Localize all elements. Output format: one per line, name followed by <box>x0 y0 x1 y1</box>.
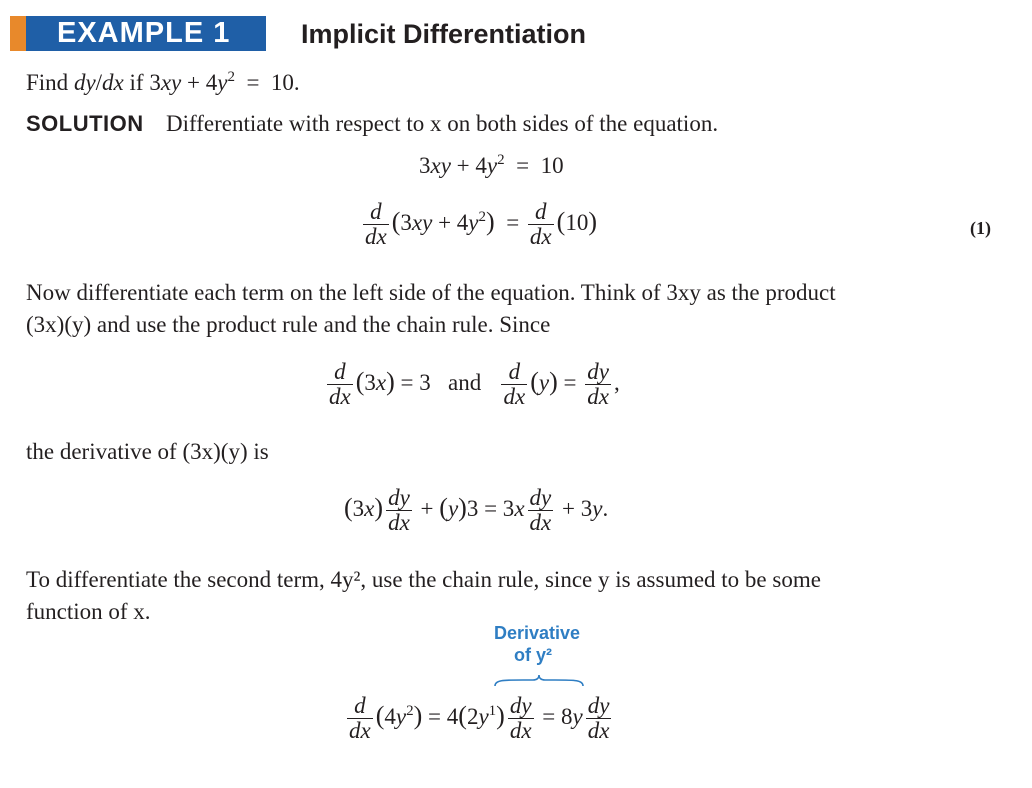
solution-text: Differentiate with respect to x on both sides of the equation. <box>166 111 719 136</box>
header-accent-bar <box>10 16 26 51</box>
annotation-derivative-line2: of y² <box>514 645 552 665</box>
equation-number: (1) <box>970 218 991 238</box>
paragraph-product-rule-line2: (3x)(y) and use the product rule and the chain rule. Since <box>26 312 551 337</box>
paragraph-product-rule-line1: Now differentiate each term on the left side of the equation. Think of 3xy as the product <box>26 280 836 305</box>
annotation-derivative-line1: Derivative <box>494 623 581 643</box>
equation-since: $\frac{d}{dx}$ (3x) = 3 and $\frac{d}{dx}$ (y) = $\frac{dy}{dx}$ , <box>329 359 620 409</box>
find-prefix: Find <box>26 70 69 95</box>
solution-label: SOLUTION <box>26 111 144 136</box>
paragraph-chain-rule-line2: function of x. <box>26 599 151 624</box>
paragraph-chain-rule-line1: To differentiate the second term, 4y², use the chain rule, since y is assumed to be some <box>26 567 821 592</box>
problem-statement: Find dy/dx if $3xy + 4y^2 = 10$. <box>26 69 300 95</box>
equation-1: $\frac{d}{dx}$ $(3xy + 4y^2)$ = $\frac{d}{dx}$ (10) <box>365 199 597 249</box>
and-word: and <box>448 369 482 395</box>
equation-original: $3xy + 4y^2 = 10$ <box>419 152 564 178</box>
equation-chain-rule: $\frac{d}{dx}$ $(4y^2) = 4(2y^1)$ $\frac{dy}{dx}$ = 8y $\frac{dy}{dx}$ <box>349 693 610 743</box>
example-title: Implicit Differentiation <box>301 19 587 49</box>
example-badge-label: EXAMPLE 1 <box>57 17 231 49</box>
equation-product-rule: (3x) $\frac{dy}{dx}$ + (y)3 = 3x $\frac{dy}{dx}$ + 3y. <box>344 485 609 535</box>
paragraph-derivative-of-product: the derivative of (3x)(y) is <box>26 439 269 464</box>
annotation-brace <box>493 674 585 688</box>
find-if: if <box>129 70 144 95</box>
